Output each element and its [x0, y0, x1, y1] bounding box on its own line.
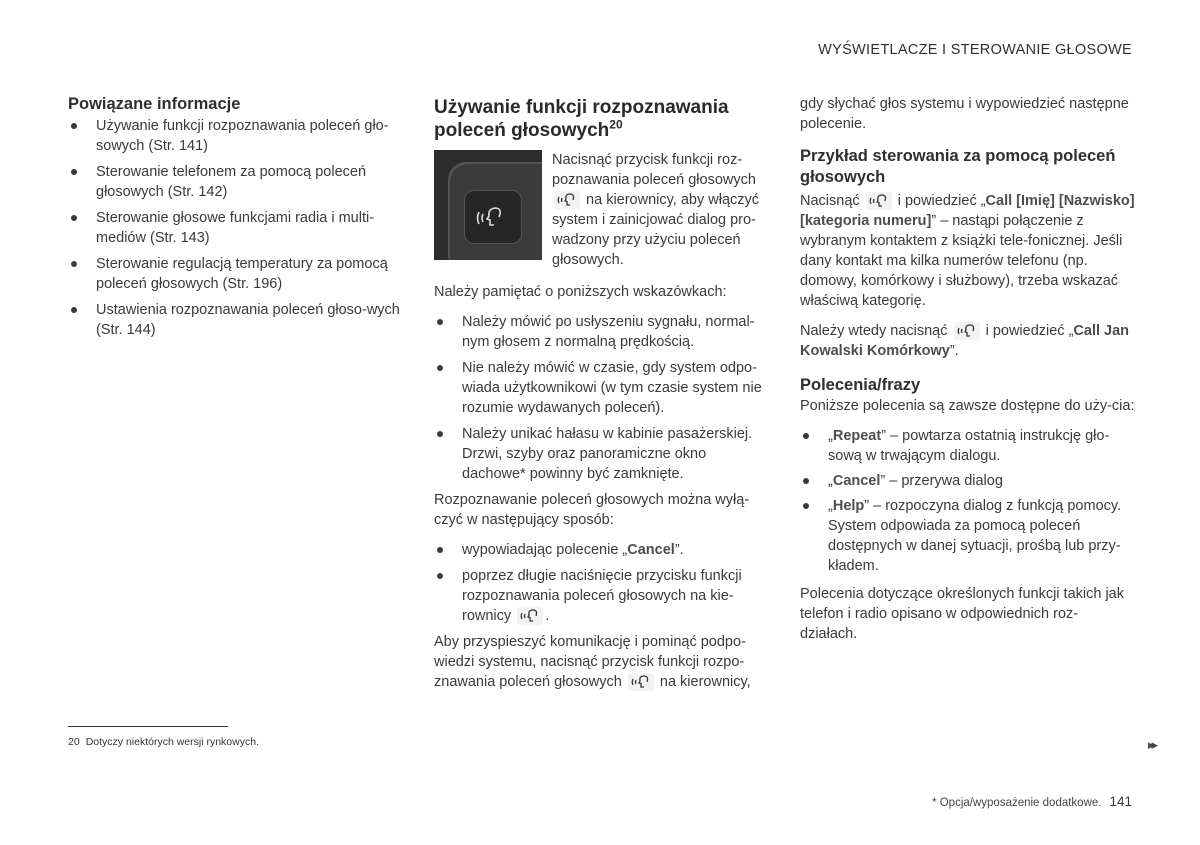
next-page-arrows-icon[interactable]: ▸▸: [1148, 737, 1156, 752]
main-section-column: [434, 94, 764, 702]
disable-item: poprzez długie naciśnięcie przycisku funkcji rozpoznawania poleceń głosowych na kie-rownicy .: [434, 566, 764, 626]
cancel-command-keyword: Cancel: [832, 473, 881, 489]
related-link[interactable]: Używanie funkcji rozpoznawania poleceń gło-sowych (Str. 141): [68, 116, 400, 156]
tips-list: [434, 312, 764, 484]
voice-control-icon: [554, 191, 580, 209]
intro-text: na kierownicy, aby włączyć system i zainicjować dialog pro-wadzony przy użyciu poleceń głosowych.: [552, 192, 760, 268]
section-title: Używanie funkcji rozpoznawania poleceń głosowych$^{20}$: [434, 97, 729, 141]
disable-item: wypowiadając polecenie „Cancel”.: [434, 540, 764, 560]
commands-list: [800, 426, 1135, 576]
speed-up-text: Aby przyspieszyć komunikację i pominąć podpo-wiedzi systemu, nacisnąć przycisk funkcji rozpo-znawania poleceń głosowych na kierownicy,: [434, 634, 751, 690]
page-footer: [932, 792, 1132, 813]
commands-outro: Polecenia dotyczące określonych funkcji takich jak telefon i radio opisano w odpowiednich roz-działach.: [800, 586, 1124, 642]
related-link[interactable]: Sterowanie regulacją temperatury za pomocą poleceń głosowych (Str. 196): [68, 254, 400, 294]
related-link[interactable]: Sterowanie telefonem za pomocą poleceń głosowych (Str. 142): [68, 162, 400, 202]
footnote-ref[interactable]: 20: [609, 117, 623, 132]
intro-block: [434, 150, 764, 278]
remember-text: Należy pamiętać o poniższych wskazówkach:: [434, 284, 727, 300]
call-keyword: Call [Imię] [Nazwisko] [kategoria numeru]: [800, 193, 1135, 229]
example-column: [800, 94, 1135, 654]
then-text: Należy wtedy nacisnąć i powiedzieć „Call Jan Kowalski Komórkowy”.: [800, 323, 1130, 359]
tip-item: Należy unikać hałasu w kabinie pasażerskiej. Drzwi, szyby oraz panoramiczne okno dachowe* powinny być zamknięte.: [434, 424, 764, 484]
voice-control-icon: [628, 673, 654, 691]
tip-item: Należy mówić po usłyszeniu sygnału, normal-nym głosem z normalną prędkością.: [434, 312, 764, 352]
related-info-list: [68, 116, 400, 340]
footnote-number: 20: [68, 736, 80, 748]
related-link[interactable]: Sterowanie głosowe funkcjami radia i multi-mediów (Str. 143): [68, 208, 400, 248]
voice-control-icon: [954, 322, 980, 340]
repeat-keyword: Repeat: [832, 428, 882, 444]
commands-heading: Polecenia/frazy: [800, 376, 921, 394]
commands-intro: Poniższe polecenia są zawsze dostępne do uży-cia:: [800, 398, 1135, 414]
command-item: „Repeat” – powtarza ostatnią instrukcję gło-sową w trwającym dialogu.: [800, 426, 1135, 466]
tip-item: Nie należy mówić w czasie, gdy system odpo-wiada użytkownikowi (w tym czasie system nie rozumie wydawanych poleceń).: [434, 358, 764, 418]
command-item: „Help” – rozpoczyna dialog z funkcją pomocy. System odpowiada za pomocą poleceń dostępnych w danej sytuacji, prośbą lub przy-kładem.: [800, 496, 1135, 576]
related-link[interactable]: Ustawienia rozpoznawania poleceń głoso-wych (Str. 144): [68, 300, 400, 340]
page-header: WYŚWIETLACZE I STEROWANIE GŁOSOWE: [818, 42, 1132, 58]
command-item: „Cancel” – przerywa dialog: [800, 471, 1135, 491]
optional-equipment-note: * Opcja/wyposażenie dodatkowe.: [932, 797, 1102, 809]
example-heading: Przykład sterowania za pomocą poleceń głosowych: [800, 147, 1116, 186]
continued-text: gdy słychać głos systemu i wypowiedzieć następne polecenie.: [800, 96, 1129, 132]
footnote-divider: [68, 726, 228, 727]
disable-list: [434, 540, 764, 626]
example-text: Nacisnąć i powiedzieć „Call [Imię] [Nazwisko] [kategoria numeru]” – nastąpi połączenie z wybranym kontaktem z książki tele-fonicznej. Jeśli dany kontakt ma kilka numerów telefonu (np. domowy, komórkowy i służbowy), trzeba wskazać właściwą kategorię.: [800, 193, 1135, 309]
related-info-heading: Powiązane informacje: [68, 95, 241, 113]
intro-text: Nacisnąć przycisk funkcji roz-poznawania poleceń głosowych: [552, 152, 756, 188]
page-number: 141: [1109, 794, 1132, 809]
steering-wheel-button-image: [434, 150, 542, 260]
related-info-column: [68, 94, 400, 345]
help-keyword: Help: [832, 498, 865, 514]
cancel-keyword: Cancel: [627, 542, 675, 558]
disable-intro: Rozpoznawanie poleceń głosowych można wyłą-czyć w następujący sposób:: [434, 492, 750, 528]
footnote: [68, 732, 259, 752]
voice-control-icon: [517, 607, 543, 625]
call-example-keyword: Call Jan Kowalski Komórkowy: [800, 323, 1130, 359]
footnote-text: Dotyczy niektórych wersji rynkowych.: [85, 736, 259, 748]
voice-control-icon: [866, 192, 892, 210]
